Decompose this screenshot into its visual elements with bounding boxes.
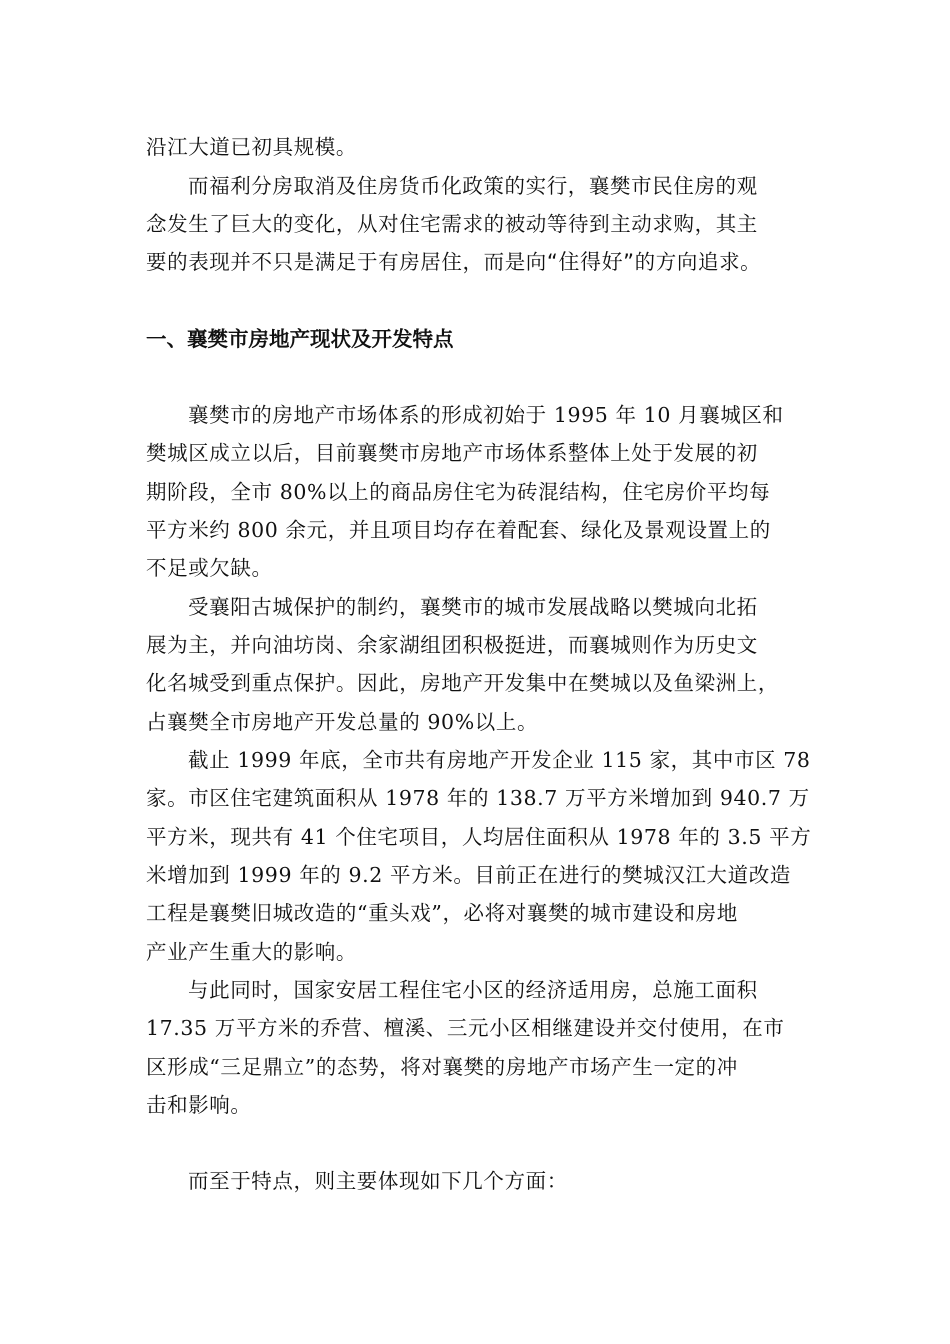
text-line: 沿江大道已初具规模。	[146, 135, 357, 159]
text-line: 不足或欠缺。	[146, 556, 273, 580]
text-line: 家。市区住宅建筑面积从 1978 年的 138.7 万平方米增加到 940.7 万	[146, 786, 810, 810]
text-line: 区形成“三足鼎立”的态势，将对襄樊的房地产市场产生一定的冲	[146, 1055, 738, 1079]
text-line: 期阶段，全市 80%以上的商品房住宅为砖混结构，住宅房价平均每	[146, 480, 771, 504]
text-line: 樊城区成立以后，目前襄樊市房地产市场体系整体上处于发展的初	[146, 441, 758, 465]
text-line: 占襄樊全市房地产开发总量的 90%以上。	[146, 710, 539, 734]
text-line: 17.35 万平方米的乔营、檀溪、三元小区相继建设并交付使用，在市	[146, 1016, 785, 1040]
text-line: 与此同时，国家安居工程住宅小区的经济适用房，总施工面积	[188, 978, 758, 1002]
text-line: 击和影响。	[146, 1093, 252, 1117]
text-line: 襄樊市的房地产市场体系的形成初始于 1995 年 10 月襄城区和	[188, 403, 784, 427]
section-heading: 一、襄樊市房地产现状及开发特点	[146, 327, 454, 351]
text-line: 米增加到 1999 年的 9.2 平方米。目前正在进行的樊城汉江大道改造	[146, 863, 791, 887]
text-line: 展为主，并向油坊岗、余家湖组团积极挺进，而襄城则作为历史文	[146, 633, 758, 657]
text-line: 受襄阳古城保护的制约，襄樊市的城市发展战略以樊城向北拓	[188, 595, 758, 619]
text-line: 截止 1999 年底，全市共有房地产开发企业 115 家，其中市区 78	[188, 748, 811, 772]
text-line: 而福利分房取消及住房货币化政策的实行，襄樊市民住房的观	[188, 174, 758, 198]
text-line: 平方米，现共有 41 个住宅项目，人均居住面积从 1978 年的 3.5 平方	[146, 825, 812, 849]
text-span: 要的表现并不只是满足于有房居住，而是向	[146, 250, 547, 274]
text-line: 平方米约 800 余元，并且项目均存在着配套、绿化及景观设置上的	[146, 518, 771, 542]
text-line: 产业产生重大的影响。	[146, 940, 357, 964]
text-line: 念发生了巨大的变化，从对住宅需求的被动等待到主动求购，其主	[146, 212, 758, 236]
quoted-phrase: “住得好”	[546, 250, 635, 274]
text-line: 而至于特点，则主要体现如下几个方面：	[188, 1169, 568, 1193]
text-line: 化名城受到重点保护。因此，房地产开发集中在樊城以及鱼梁洲上，	[146, 671, 779, 695]
text-line: 工程是襄樊旧城改造的“重头戏”，必将对襄樊的城市建设和房地	[146, 901, 738, 925]
text-span: 的方向追求。	[634, 250, 762, 274]
text-line	[146, 247, 811, 277]
